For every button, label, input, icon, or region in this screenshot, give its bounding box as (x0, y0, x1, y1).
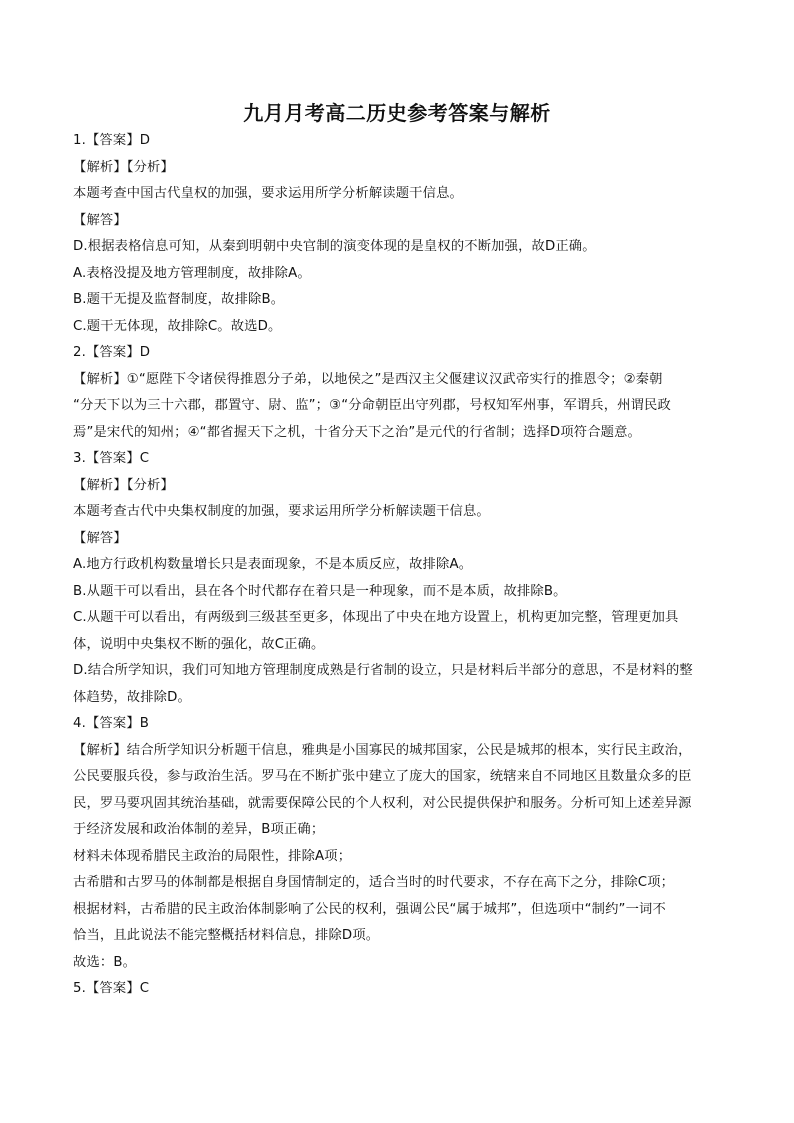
q4-exclude-c: 古希腊和古罗马的体制都是根据自身国情制定的，适合当时的时代要求，不存在高下之分，排除C项； (73, 875, 675, 890)
q3-option-d-line-2: 体趋势，故排除D。 (73, 689, 191, 705)
q1-answer: 1.【答案】D (73, 133, 151, 148)
q3-analysis-text: 本题考查古代中央集权制度的加强，要求运用所学分析解读题干信息。 (73, 504, 490, 519)
q3-option-a: A.地方行政机构数量增长只是表面现象，不是本质反应，故排除A。 (73, 557, 473, 572)
answer-content (73, 128, 723, 1003)
q2-analysis-line-1: 【解析】①“愿陛下令诸侯得推恩分子弟，以地侯之”是西汉主父偃建议汉武帝实行的推恩令；②秦朝 (73, 371, 663, 387)
q3-solution-heading: 【解答】 (73, 530, 127, 546)
q4-exclude-d-line-2: 恰当，且此说法不能完整概括材料信息，排除D项。 (73, 928, 380, 943)
q4-exclude-d-line-1: 根据材料，古希腊的民主政治体制影响了公民的权利，强调公民“属于城邦”，但选项中“制约”一词不 (73, 901, 666, 917)
q4-analysis-line-4: 于经济发展和政治体制的差异，B项正确； (73, 822, 325, 837)
q3-answer: 3.【答案】C (73, 451, 150, 466)
q4-exclude-a: 材料未体现希腊民主政治的局限性，排除A项； (73, 848, 352, 864)
q1-option-b: B.题干无提及监督制度，故排除B。 (73, 292, 285, 307)
q4-analysis-line-3: 民，罗马要巩固其统治基础，就需要保障公民的个人权利，对公民提供保护和服务。分析可知上述差异源 (73, 795, 692, 811)
page-title: 九月月考高二历史参考答案与解析 (243, 101, 551, 125)
q1-option-d: D.根据表格信息可知，从秦到明朝中央官制的演变体现的是皇权的不断加强，故D正确。 (73, 239, 596, 254)
q2-analysis-line-3: 焉”是宋代的知州；④“都省握天下之机，十省分天下之治”是元代的行省制；选择D项符合题意。 (73, 424, 642, 440)
q3-option-c-line-2: 体，说明中央集权不断的强化，故C正确。 (73, 636, 325, 652)
q4-analysis-line-2: 公民要服兵役，参与政治生活。罗马在不断扩张中建立了庞大的国家，统辖来自不同地区且数量众多的臣 (73, 769, 692, 784)
q1-option-c: C.题干无体现，故排除C。故选D。 (73, 318, 282, 334)
q4-answer: 4.【答案】B (73, 716, 150, 731)
q3-option-d-line-1: D.结合所学知识，我们可知地方管理制度成熟是行省制的设立，只是材料后半部分的意思，不是材料的整 (73, 663, 693, 678)
q1-analysis-heading: 【解析】【分析】 (73, 159, 174, 175)
q5-answer: 5.【答案】C (73, 981, 150, 996)
q4-analysis-line-1: 【解析】结合所学知识分析题干信息，雅典是小国寡民的城邦国家，公民是城邦的根本，实行民主政治， (73, 742, 692, 758)
q1-option-a: A.表格没提及地方管理制度，故排除A。 (73, 265, 311, 281)
q1-analysis-text: 本题考查中国古代皇权的加强，要求运用所学分析解读题干信息。 (73, 186, 463, 201)
q3-option-c-line-1: C.从题干可以看出，有两级到三级甚至更多，体现出了中央在地方设置上，机构更加完整，管理更加具 (73, 610, 679, 625)
q2-answer: 2.【答案】D (73, 345, 151, 360)
q3-option-b: B.从题干可以看出，县在各个时代都存在着只是一种现象，而不是本质，故排除B。 (73, 583, 567, 599)
q4-choice: 故选：B。 (73, 954, 137, 970)
q3-analysis-heading: 【解析】【分析】 (73, 477, 174, 493)
q2-analysis-line-2: “分天下以为三十六郡，郡置守、尉、监”；③“分命朝臣出守列郡，号权知军州事，军谓兵，州谓民政 (73, 398, 671, 413)
q1-solution-heading: 【解答】 (73, 212, 127, 228)
